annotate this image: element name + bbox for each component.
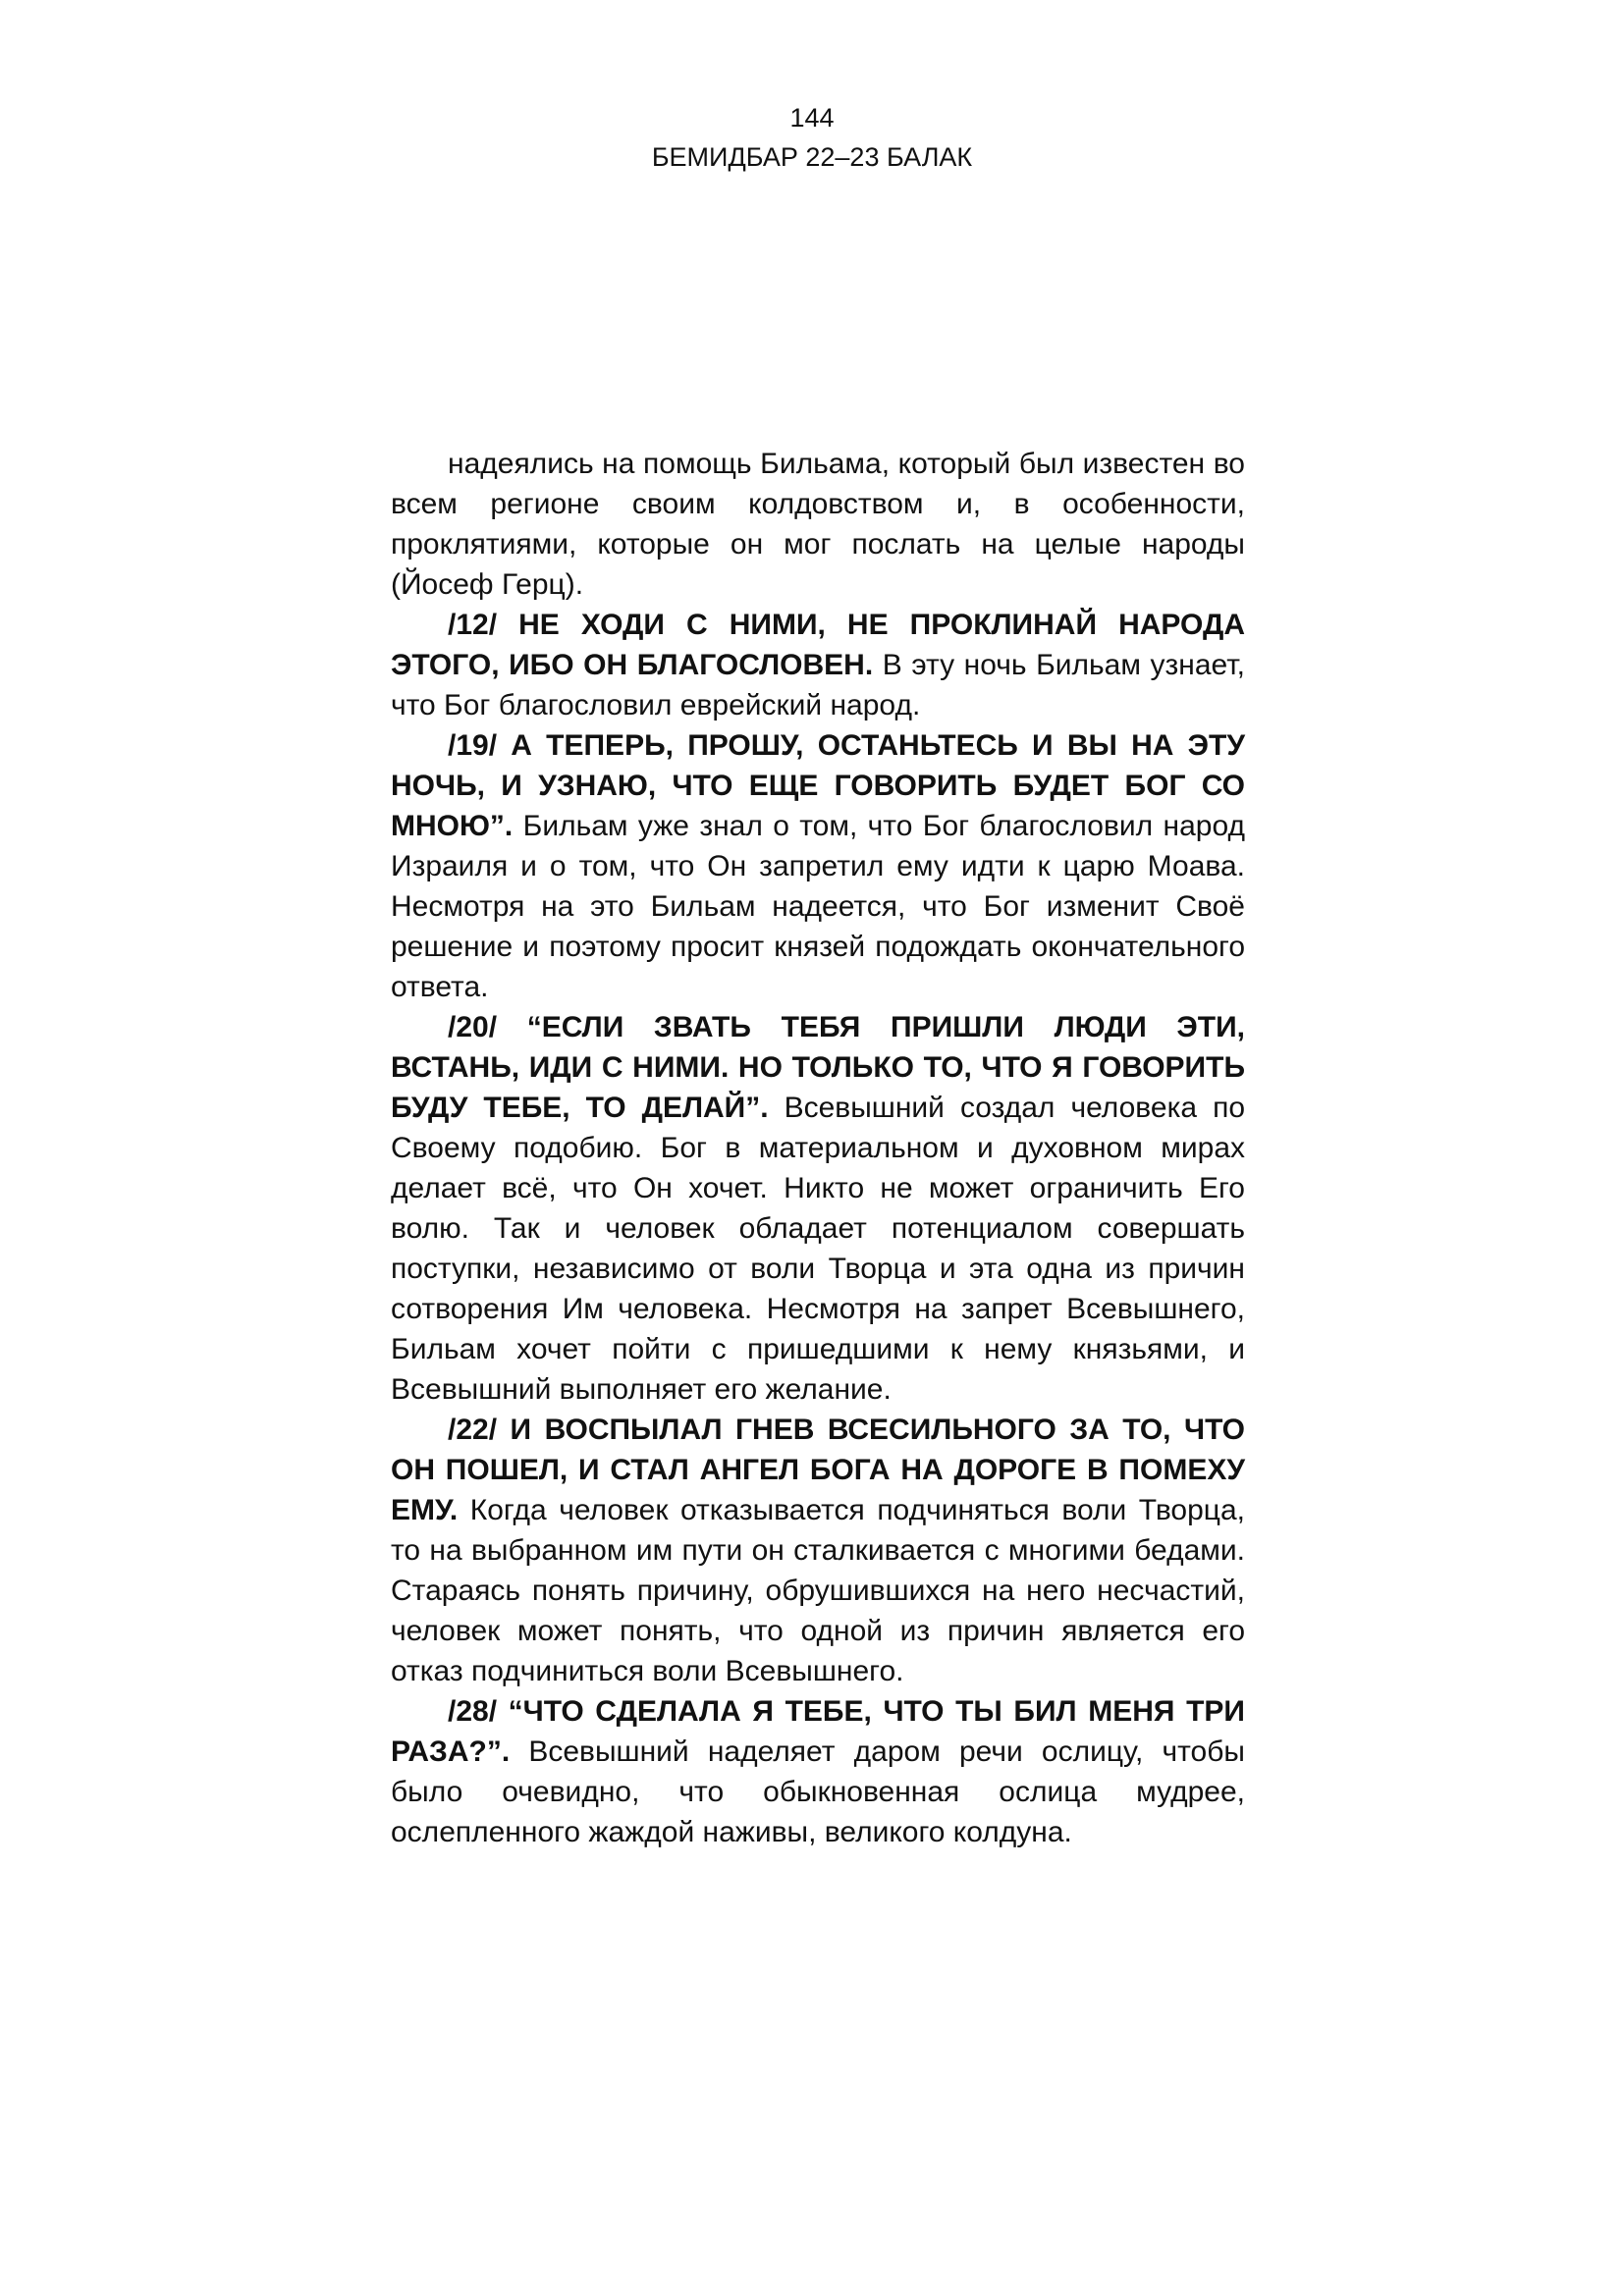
commentary-text: В эту ночь Бильам узнает, что Бог благословил еврейский народ.	[391, 649, 1245, 721]
paragraph-verse-28	[391, 1691, 1245, 1852]
verse-quote: /12/ НЕ ХОДИ С НИМИ, НЕ ПРОКЛИНАЙ НАРОДА ЭТОГО, ИБО ОН БЛАГОСЛОВЕН.	[391, 609, 1245, 681]
running-title: БЕМИДБАР 22–23 БАЛАК	[651, 142, 973, 172]
commentary-text: Бильам уже знал о том, что Бог благословил народ Израиля и о том, что Он запретил ему идти к царю Моава. Несмотря на это Бильам надеется, что Бог изменит Своё решение и поэтому просит князей подождать окончательного ответа.	[391, 810, 1245, 1003]
page-header	[0, 98, 1624, 177]
verse-quote: /28/ “ЧТО СДЕЛАЛА Я ТЕБЕ, ЧТО ТЫ БИЛ МЕНЯ ТРИ РАЗА?”.	[391, 1695, 1245, 1768]
paragraph-intro	[391, 444, 1245, 605]
paragraph-verse-22	[391, 1410, 1245, 1691]
verse-quote: /22/ И ВОСПЫЛАЛ ГНЕВ ВСЕСИЛЬНОГО ЗА ТО, ЧТО ОН ПОШЕЛ, И СТАЛ АНГЕЛ БОГА НА ДОРОГЕ В ПОМЕХУ ЕМУ.	[391, 1414, 1245, 1526]
commentary-text: Всевышний создал человека по Своему подобию. Бог в материальном и духовном мирах делает всё, что Он хочет. Никто не может ограничить Его волю. Так и человек обладает потенциалом совершать поступки, независимо от воли Творца и эта одна из причин сотворения Им человека. Несмотря на запрет Всевышнего, Бильам хочет пойти с пришедшими к нему князьями, и Всевышний выполняет его желание.	[391, 1092, 1246, 1406]
commentary-text: Всевышний наделяет даром речи ослицу, чтобы было очевидно, что обыкновенная ослица мудрее, ослепленного жаждой наживы, великого колдуна.	[391, 1735, 1245, 1848]
paragraph-text: надеялись на помощь Бильама, который был известен во всем регионе своим колдовством и, в особенности, проклятиями, которые он мог послать на целые народы (Йосеф Герц).	[391, 448, 1245, 601]
commentary-text: Когда человек отказывается подчиняться воли Творца, то на выбранном им пути он сталкивается с многими бедами. Стараясь понять причину, обрушившихся на него несчастий, человек может понять, что одной из причин является его отказ подчиниться воли Всевышнего.	[391, 1494, 1245, 1687]
paragraph-verse-19	[391, 725, 1245, 1007]
verse-quote: /19/ А ТЕПЕРЬ, ПРОШУ, ОСТАНЬТЕСЬ И ВЫ НА ЭТУ НОЧЬ, И УЗНАЮ, ЧТО ЕЩЕ ГОВОРИТЬ БУДЕТ БОГ СО МНОЮ”.	[391, 729, 1245, 842]
paragraph-verse-20	[391, 1007, 1245, 1410]
page-number: 144	[789, 103, 835, 133]
verse-quote: /20/ “ЕСЛИ ЗВАТЬ ТЕБЯ ПРИШЛИ ЛЮДИ ЭТИ, ВСТАНЬ, ИДИ С НИМИ. НО ТОЛЬКО ТО, ЧТО Я ГОВОРИТЬ БУДУ ТЕБЕ, ТО ДЕЛАЙ”.	[391, 1011, 1245, 1124]
paragraph-verse-12	[391, 605, 1245, 725]
body-text	[391, 444, 1245, 1852]
